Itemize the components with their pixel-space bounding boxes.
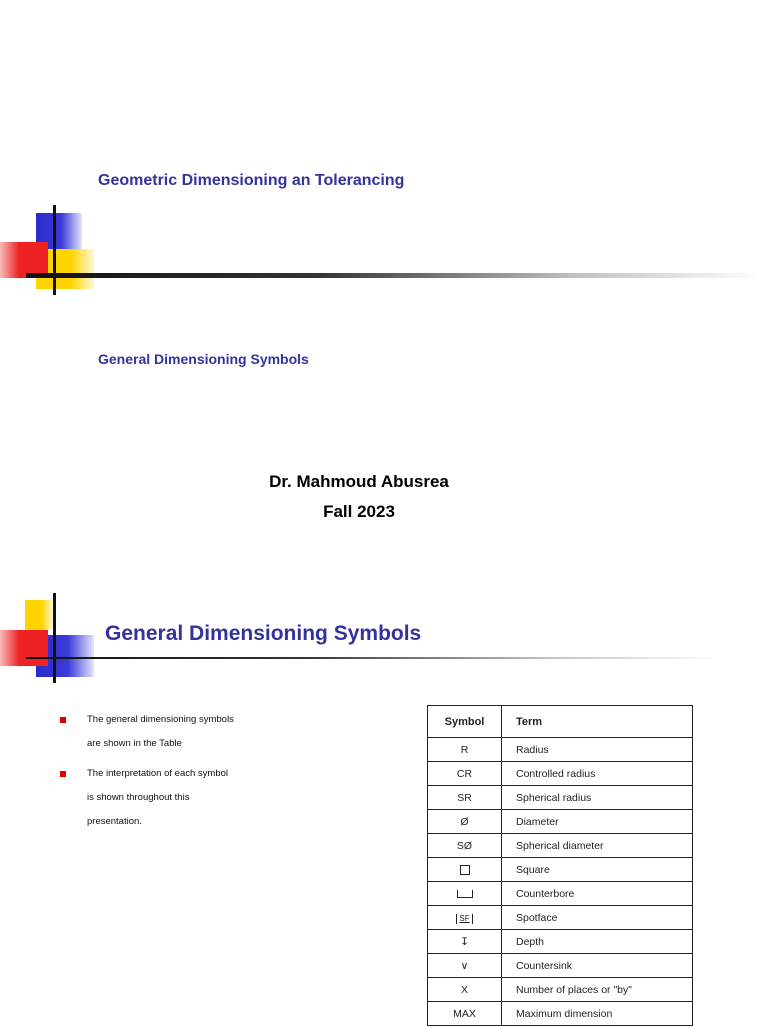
bullet-marker <box>60 717 66 723</box>
symbols-table <box>427 705 693 1026</box>
term-cell: Spherical radius <box>502 786 693 810</box>
term-cell: Diameter <box>502 810 693 834</box>
bullet-marker <box>60 771 66 777</box>
term-cell: Number of places or "by" <box>502 978 693 1002</box>
term-cell: Spherical diameter <box>502 834 693 858</box>
term-cell: Maximum dimension <box>502 1002 693 1026</box>
spotface-icon: SF <box>456 914 472 924</box>
table-row <box>428 738 693 762</box>
horizontal-rule <box>26 273 756 278</box>
symbol-cell: SØ <box>428 834 502 858</box>
horizontal-rule <box>26 657 716 659</box>
depth-symbol-cell: ↧ <box>428 930 502 954</box>
yellow-square-decoration <box>25 600 53 630</box>
author-name: Dr. Mahmoud Abusrea <box>269 472 449 491</box>
term-cell: Depth <box>502 930 693 954</box>
table-row <box>428 882 693 906</box>
slide-title: General Dimensioning Symbols <box>105 622 422 645</box>
square-icon <box>460 865 470 875</box>
bullet-list <box>60 708 260 840</box>
symbol-cell: SR <box>428 786 502 810</box>
table-row <box>428 954 693 978</box>
term-cell: Square <box>502 858 693 882</box>
term-label: Fall 2023 <box>323 502 395 521</box>
table-row <box>428 810 693 834</box>
table-row <box>428 978 693 1002</box>
bullet-text: are shown in the Table <box>87 738 182 749</box>
column-header-term: Term <box>502 706 693 738</box>
table-row <box>428 834 693 858</box>
term-cell: Spotface <box>502 906 693 930</box>
list-item <box>60 762 260 834</box>
vertical-line-decoration <box>53 205 56 295</box>
table-row <box>428 906 693 930</box>
symbol-cell: X <box>428 978 502 1002</box>
column-header-symbol: Symbol <box>428 706 502 738</box>
diameter-symbol-cell: Ø <box>428 810 502 834</box>
bullet-text: The general dimensioning symbols <box>87 714 234 725</box>
symbol-cell <box>428 906 502 930</box>
symbol-cell: CR <box>428 762 502 786</box>
table-row <box>428 1002 693 1026</box>
bullet-text: is shown throughout this <box>87 792 190 803</box>
bullet-text: The interpretation of each symbol <box>87 768 228 779</box>
vertical-line-decoration <box>53 593 56 683</box>
term-cell: Countersink <box>502 954 693 978</box>
table-row <box>428 762 693 786</box>
presentation-title: Geometric Dimensioning an Tolerancing <box>98 172 405 189</box>
term-cell: Controlled radius <box>502 762 693 786</box>
term-cell: Counterbore <box>502 882 693 906</box>
bullet-text: presentation. <box>87 816 142 827</box>
symbol-cell: R <box>428 738 502 762</box>
author-block <box>0 467 718 527</box>
table-header-row <box>428 706 693 738</box>
term-cell: Radius <box>502 738 693 762</box>
countersink-symbol-cell: ∨ <box>428 954 502 978</box>
table-row <box>428 858 693 882</box>
symbol-cell: MAX <box>428 1002 502 1026</box>
presentation-subtitle: General Dimensioning Symbols <box>98 351 309 367</box>
list-item <box>60 708 260 756</box>
symbol-cell <box>428 882 502 906</box>
red-square-decoration <box>0 630 48 666</box>
symbol-cell <box>428 858 502 882</box>
table-row <box>428 786 693 810</box>
counterbore-icon <box>457 890 473 898</box>
table-row <box>428 930 693 954</box>
